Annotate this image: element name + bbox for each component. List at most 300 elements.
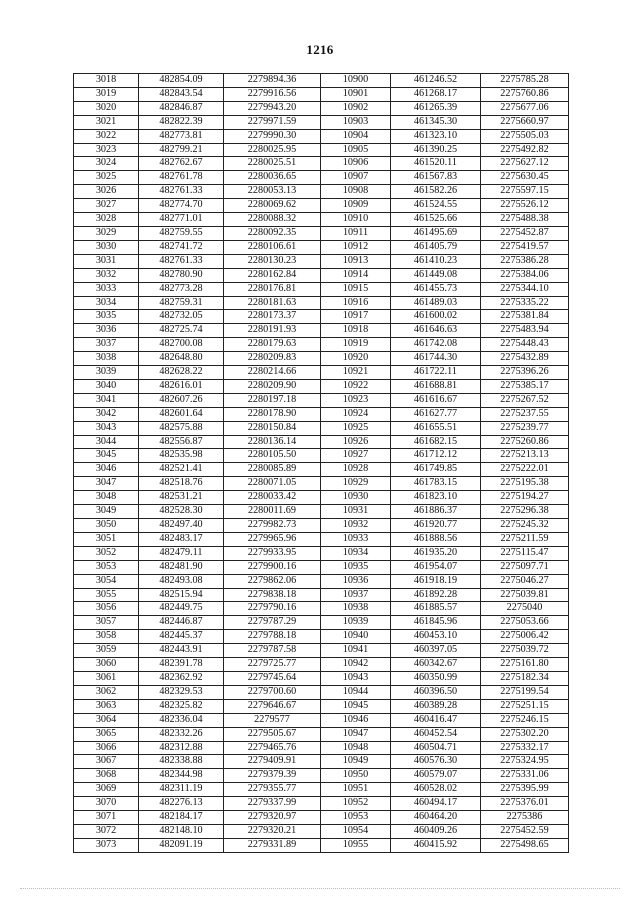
point-id-cell: 3059 [74,644,139,658]
table-row [74,532,569,546]
x-coordinate-cell: 482741.72 [139,240,224,254]
point-id-cell: 3037 [74,338,139,352]
point-id-cell: 3066 [74,741,139,755]
y-coordinate-cell: 2279745.64 [224,671,321,685]
y-coordinate-cell: 2280162.84 [224,268,321,282]
table-row [74,838,569,852]
y-coordinate-cell: 2275419.57 [481,240,569,254]
y-coordinate-cell: 2280071.05 [224,477,321,491]
y-coordinate-cell: 2275324.95 [481,755,569,769]
x-coordinate-cell: 482700.08 [139,338,224,352]
x-coordinate-cell: 461935.20 [391,546,481,560]
point-id-cell: 10918 [321,324,391,338]
point-id-cell: 3058 [74,630,139,644]
x-coordinate-cell: 461823.10 [391,491,481,505]
y-coordinate-cell: 2275526.12 [481,199,569,213]
y-coordinate-cell: 2275267.52 [481,393,569,407]
point-id-cell: 3022 [74,129,139,143]
table-row [74,407,569,421]
x-coordinate-cell: 482329.53 [139,685,224,699]
y-coordinate-cell: 2275039.72 [481,644,569,658]
point-id-cell: 10903 [321,115,391,129]
x-coordinate-cell: 461722.11 [391,366,481,380]
y-coordinate-cell: 2280033.42 [224,491,321,505]
y-coordinate-cell: 2280136.14 [224,435,321,449]
x-coordinate-cell: 482515.94 [139,588,224,602]
x-coordinate-cell: 482843.54 [139,87,224,101]
table-row [74,352,569,366]
point-id-cell: 10949 [321,755,391,769]
x-coordinate-cell: 460504.71 [391,741,481,755]
y-coordinate-cell: 2279862.06 [224,574,321,588]
y-coordinate-cell: 2275381.84 [481,310,569,324]
table-row [74,101,569,115]
table-row [74,755,569,769]
y-coordinate-cell: 2280191.93 [224,324,321,338]
x-coordinate-cell: 461246.52 [391,74,481,88]
table-row [74,143,569,157]
point-id-cell: 3018 [74,74,139,88]
table-row [74,699,569,713]
y-coordinate-cell: 2275245.32 [481,519,569,533]
point-id-cell: 3048 [74,491,139,505]
x-coordinate-cell: 482443.91 [139,644,224,658]
x-coordinate-cell: 482607.26 [139,393,224,407]
x-coordinate-cell: 461655.51 [391,421,481,435]
x-coordinate-cell: 461783.15 [391,477,481,491]
point-id-cell: 10921 [321,366,391,380]
point-id-cell: 10922 [321,379,391,393]
table-row [74,546,569,560]
point-id-cell: 3056 [74,602,139,616]
table-row [74,254,569,268]
point-id-cell: 10910 [321,213,391,227]
table-row [74,282,569,296]
point-id-cell: 3031 [74,254,139,268]
x-coordinate-cell: 482628.22 [139,366,224,380]
x-coordinate-cell: 461495.69 [391,226,481,240]
x-coordinate-cell: 482332.26 [139,727,224,741]
y-coordinate-cell: 2280092.35 [224,226,321,240]
x-coordinate-cell: 482771.01 [139,213,224,227]
y-coordinate-cell: 2280209.83 [224,352,321,366]
y-coordinate-cell: 2280197.18 [224,393,321,407]
x-coordinate-cell: 461567.83 [391,171,481,185]
table-row [74,310,569,324]
x-coordinate-cell: 461345.30 [391,115,481,129]
x-coordinate-cell: 482276.13 [139,797,224,811]
table-row [74,185,569,199]
y-coordinate-cell: 2275040 [481,602,569,616]
table-row [74,519,569,533]
y-coordinate-cell: 2279725.77 [224,658,321,672]
x-coordinate-cell: 482761.33 [139,185,224,199]
point-id-cell: 3067 [74,755,139,769]
x-coordinate-cell: 482761.33 [139,254,224,268]
table-row [74,824,569,838]
y-coordinate-cell: 2275296.38 [481,505,569,519]
table-row [74,505,569,519]
point-id-cell: 3046 [74,463,139,477]
x-coordinate-cell: 482528.30 [139,505,224,519]
y-coordinate-cell: 2279409.91 [224,755,321,769]
x-coordinate-cell: 482531.21 [139,491,224,505]
x-coordinate-cell: 461405.79 [391,240,481,254]
x-coordinate-cell: 482091.19 [139,838,224,852]
y-coordinate-cell: 2275660.97 [481,115,569,129]
table-row [74,685,569,699]
table-row [74,477,569,491]
point-id-cell: 3033 [74,282,139,296]
point-id-cell: 10928 [321,463,391,477]
table-row [74,574,569,588]
point-id-cell: 3068 [74,769,139,783]
table-row [74,588,569,602]
table-row [74,630,569,644]
x-coordinate-cell: 461742.08 [391,338,481,352]
x-coordinate-cell: 482780.90 [139,268,224,282]
y-coordinate-cell: 2279646.67 [224,699,321,713]
point-id-cell: 3028 [74,213,139,227]
y-coordinate-cell: 2275395.99 [481,783,569,797]
y-coordinate-cell: 2275492.82 [481,143,569,157]
y-coordinate-cell: 2275161.80 [481,658,569,672]
y-coordinate-cell: 2280105.50 [224,449,321,463]
y-coordinate-cell: 2279965.96 [224,532,321,546]
x-coordinate-cell: 482338.88 [139,755,224,769]
y-coordinate-cell: 2275385.17 [481,379,569,393]
y-coordinate-cell: 2279465.76 [224,741,321,755]
x-coordinate-cell: 482846.87 [139,101,224,115]
point-id-cell: 10923 [321,393,391,407]
y-coordinate-cell: 2280011.69 [224,505,321,519]
table-row [74,129,569,143]
y-coordinate-cell: 2275260.86 [481,435,569,449]
table-row [74,324,569,338]
y-coordinate-cell: 2279787.58 [224,644,321,658]
table-row [74,644,569,658]
table-row [74,671,569,685]
point-id-cell: 10948 [321,741,391,755]
table-row [74,240,569,254]
page-number: 1216 [306,42,334,57]
y-coordinate-cell: 2275331.06 [481,769,569,783]
y-coordinate-cell: 2279916.56 [224,87,321,101]
y-coordinate-cell: 2279933.95 [224,546,321,560]
x-coordinate-cell: 482391.78 [139,658,224,672]
y-coordinate-cell: 2275488.38 [481,213,569,227]
point-id-cell: 3051 [74,532,139,546]
y-coordinate-cell: 2280025.51 [224,157,321,171]
y-coordinate-cell: 2275097.71 [481,560,569,574]
y-coordinate-cell: 2279577 [224,713,321,727]
table-row [74,491,569,505]
y-coordinate-cell: 2275505.03 [481,129,569,143]
x-coordinate-cell: 461892.28 [391,588,481,602]
y-coordinate-cell: 2279320.21 [224,824,321,838]
table-row [74,379,569,393]
y-coordinate-cell: 2279990.30 [224,129,321,143]
point-id-cell: 3021 [74,115,139,129]
point-id-cell: 3072 [74,824,139,838]
point-id-cell: 10942 [321,658,391,672]
y-coordinate-cell: 2280069.62 [224,199,321,213]
point-id-cell: 3057 [74,616,139,630]
point-id-cell: 3035 [74,310,139,324]
x-coordinate-cell: 461688.81 [391,379,481,393]
y-coordinate-cell: 2280085.89 [224,463,321,477]
table-row [74,171,569,185]
point-id-cell: 10931 [321,505,391,519]
table-row [74,727,569,741]
point-id-cell: 10935 [321,560,391,574]
table-row [74,393,569,407]
y-coordinate-cell: 2279894.36 [224,74,321,88]
point-id-cell: 10904 [321,129,391,143]
point-id-cell: 10934 [321,546,391,560]
point-id-cell: 3050 [74,519,139,533]
table-row [74,296,569,310]
point-id-cell: 3032 [74,268,139,282]
point-id-cell: 3019 [74,87,139,101]
y-coordinate-cell: 2275335.22 [481,296,569,310]
x-coordinate-cell: 461600.02 [391,310,481,324]
x-coordinate-cell: 482799.21 [139,143,224,157]
y-coordinate-cell: 2275213.13 [481,449,569,463]
y-coordinate-cell: 2279790.16 [224,602,321,616]
point-id-cell: 3027 [74,199,139,213]
y-coordinate-cell: 2275039.81 [481,588,569,602]
y-coordinate-cell: 2275452.87 [481,226,569,240]
y-coordinate-cell: 2275195.38 [481,477,569,491]
x-coordinate-cell: 482759.55 [139,226,224,240]
x-coordinate-cell: 482521.41 [139,463,224,477]
y-coordinate-cell: 2275251.15 [481,699,569,713]
point-id-cell: 3069 [74,783,139,797]
y-coordinate-cell: 2280053.13 [224,185,321,199]
point-id-cell: 3023 [74,143,139,157]
x-coordinate-cell: 482344.98 [139,769,224,783]
y-coordinate-cell: 2280178.90 [224,407,321,421]
y-coordinate-cell: 2275483.94 [481,324,569,338]
x-coordinate-cell: 461520.11 [391,157,481,171]
y-coordinate-cell: 2275452.59 [481,824,569,838]
point-id-cell: 3044 [74,435,139,449]
table-row [74,658,569,672]
y-coordinate-cell: 2275448.43 [481,338,569,352]
table-row [74,449,569,463]
x-coordinate-cell: 461749.85 [391,463,481,477]
x-coordinate-cell: 460409.26 [391,824,481,838]
x-coordinate-cell: 482336.04 [139,713,224,727]
x-coordinate-cell: 482362.92 [139,671,224,685]
y-coordinate-cell: 2275182.34 [481,671,569,685]
y-coordinate-cell: 2275302.20 [481,727,569,741]
y-coordinate-cell: 2280214.66 [224,366,321,380]
y-coordinate-cell: 2280173.37 [224,310,321,324]
point-id-cell: 10917 [321,310,391,324]
x-coordinate-cell: 482312.88 [139,741,224,755]
x-coordinate-cell: 461918.19 [391,574,481,588]
x-coordinate-cell: 460416.47 [391,713,481,727]
point-id-cell: 3053 [74,560,139,574]
table-row [74,157,569,171]
x-coordinate-cell: 461712.12 [391,449,481,463]
point-id-cell: 10915 [321,282,391,296]
y-coordinate-cell: 2275386.28 [481,254,569,268]
point-id-cell: 10906 [321,157,391,171]
y-coordinate-cell: 2279700.60 [224,685,321,699]
y-coordinate-cell: 2280209.90 [224,379,321,393]
point-id-cell: 10947 [321,727,391,741]
x-coordinate-cell: 482445.37 [139,630,224,644]
x-coordinate-cell: 482556.87 [139,435,224,449]
point-id-cell: 10941 [321,644,391,658]
x-coordinate-cell: 482518.76 [139,477,224,491]
point-id-cell: 10953 [321,811,391,825]
y-coordinate-cell: 2275222.01 [481,463,569,477]
table-row [74,435,569,449]
point-id-cell: 10930 [321,491,391,505]
point-id-cell: 3040 [74,379,139,393]
y-coordinate-cell: 2275046.27 [481,574,569,588]
x-coordinate-cell: 482325.82 [139,699,224,713]
x-coordinate-cell: 482725.74 [139,324,224,338]
point-id-cell: 10901 [321,87,391,101]
point-id-cell: 10900 [321,74,391,88]
y-coordinate-cell: 2279320.97 [224,811,321,825]
point-id-cell: 3049 [74,505,139,519]
x-coordinate-cell: 461886.37 [391,505,481,519]
point-id-cell: 10939 [321,616,391,630]
y-coordinate-cell: 2280181.63 [224,296,321,310]
point-id-cell: 10927 [321,449,391,463]
x-coordinate-cell: 482575.88 [139,421,224,435]
y-coordinate-cell: 2275199.54 [481,685,569,699]
y-coordinate-cell: 2280036.65 [224,171,321,185]
x-coordinate-cell: 482732.05 [139,310,224,324]
x-coordinate-cell: 482648.80 [139,352,224,366]
x-coordinate-cell: 482822.39 [139,115,224,129]
x-coordinate-cell: 482854.09 [139,74,224,88]
point-id-cell: 3029 [74,226,139,240]
x-coordinate-cell: 460464.20 [391,811,481,825]
x-coordinate-cell: 461390.25 [391,143,481,157]
point-id-cell: 10940 [321,630,391,644]
table-row [74,811,569,825]
x-coordinate-cell: 460397.05 [391,644,481,658]
table-row [74,560,569,574]
table-row [74,366,569,380]
x-coordinate-cell: 461524.55 [391,199,481,213]
y-coordinate-cell: 2275432.89 [481,352,569,366]
table-row [74,115,569,129]
x-coordinate-cell: 482481.90 [139,560,224,574]
point-id-cell: 10911 [321,226,391,240]
table-row [74,783,569,797]
point-id-cell: 10913 [321,254,391,268]
x-coordinate-cell: 461268.17 [391,87,481,101]
x-coordinate-cell: 461920.77 [391,519,481,533]
x-coordinate-cell: 460396.50 [391,685,481,699]
x-coordinate-cell: 482446.87 [139,616,224,630]
x-coordinate-cell: 482483.17 [139,532,224,546]
y-coordinate-cell: 2280106.61 [224,240,321,254]
point-id-cell: 3036 [74,324,139,338]
point-id-cell: 3034 [74,296,139,310]
point-id-cell: 3043 [74,421,139,435]
footer-divider [20,888,620,889]
x-coordinate-cell: 482762.67 [139,157,224,171]
table-row [74,87,569,101]
x-coordinate-cell: 482761.78 [139,171,224,185]
point-id-cell: 10954 [321,824,391,838]
y-coordinate-cell: 2279982.73 [224,519,321,533]
y-coordinate-cell: 2275376.01 [481,797,569,811]
x-coordinate-cell: 461525.66 [391,213,481,227]
point-id-cell: 10916 [321,296,391,310]
point-id-cell: 10952 [321,797,391,811]
x-coordinate-cell: 461489.03 [391,296,481,310]
y-coordinate-cell: 2275344.10 [481,282,569,296]
y-coordinate-cell: 2280176.81 [224,282,321,296]
x-coordinate-cell: 460350.99 [391,671,481,685]
x-coordinate-cell: 482449.75 [139,602,224,616]
x-coordinate-cell: 482616.01 [139,379,224,393]
x-coordinate-cell: 482759.31 [139,296,224,310]
point-id-cell: 3064 [74,713,139,727]
y-coordinate-cell: 2275498.65 [481,838,569,852]
point-id-cell: 3045 [74,449,139,463]
point-id-cell: 10938 [321,602,391,616]
y-coordinate-cell: 2280179.63 [224,338,321,352]
x-coordinate-cell: 482774.70 [139,199,224,213]
table-row [74,199,569,213]
x-coordinate-cell: 482773.28 [139,282,224,296]
x-coordinate-cell: 460528.02 [391,783,481,797]
y-coordinate-cell: 2275237.55 [481,407,569,421]
x-coordinate-cell: 461744.30 [391,352,481,366]
x-coordinate-cell: 461954.07 [391,560,481,574]
y-coordinate-cell: 2279331.89 [224,838,321,852]
point-id-cell: 10929 [321,477,391,491]
x-coordinate-cell: 461885.57 [391,602,481,616]
point-id-cell: 3039 [74,366,139,380]
point-id-cell: 10905 [321,143,391,157]
point-id-cell: 3024 [74,157,139,171]
x-coordinate-cell: 482601.64 [139,407,224,421]
y-coordinate-cell: 2275597.15 [481,185,569,199]
table-row [74,421,569,435]
point-id-cell: 10912 [321,240,391,254]
x-coordinate-cell: 482311.19 [139,783,224,797]
point-id-cell: 10926 [321,435,391,449]
point-id-cell: 3070 [74,797,139,811]
point-id-cell: 3073 [74,838,139,852]
point-id-cell: 10943 [321,671,391,685]
x-coordinate-cell: 461616.67 [391,393,481,407]
x-coordinate-cell: 461646.63 [391,324,481,338]
y-coordinate-cell: 2275239.77 [481,421,569,435]
y-coordinate-cell: 2275332.17 [481,741,569,755]
x-coordinate-cell: 460342.67 [391,658,481,672]
table-row [74,463,569,477]
point-id-cell: 10914 [321,268,391,282]
y-coordinate-cell: 2275760.86 [481,87,569,101]
table-row [74,616,569,630]
table-row [74,213,569,227]
point-id-cell: 3071 [74,811,139,825]
